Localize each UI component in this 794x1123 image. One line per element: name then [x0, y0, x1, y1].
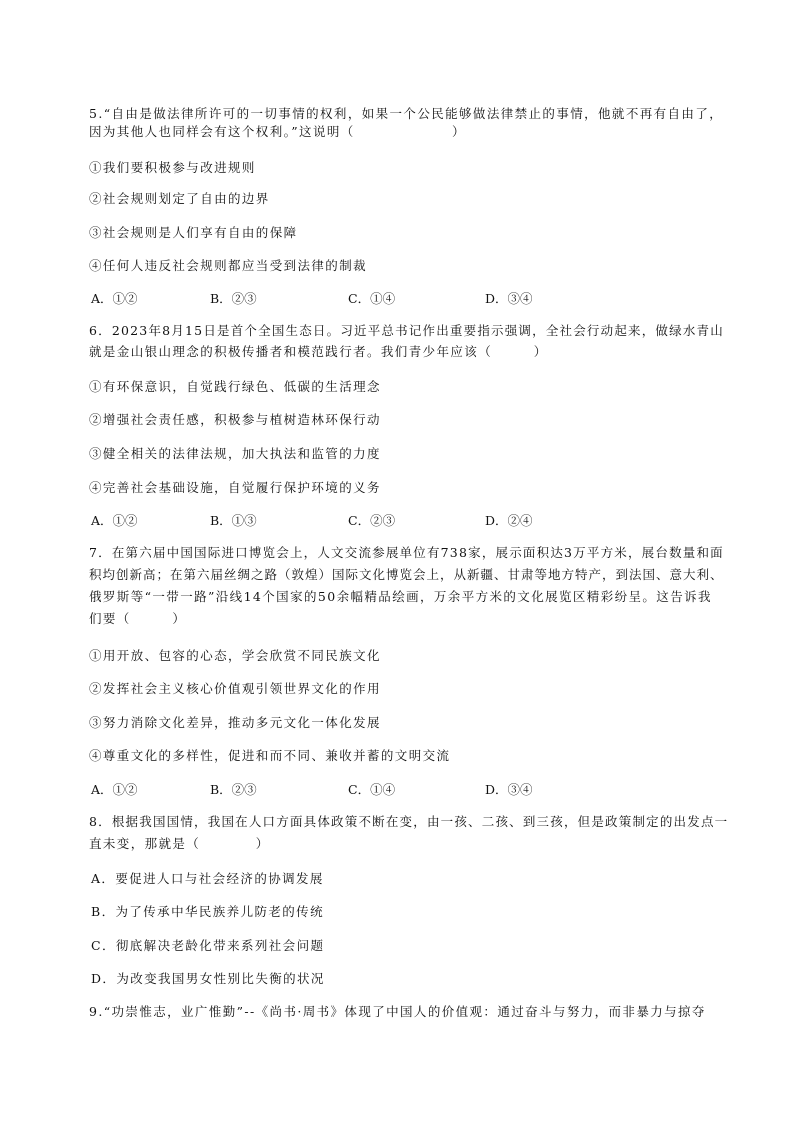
- question-5-option-c[interactable]: C．①④: [348, 291, 396, 306]
- question-5-statement-1: ①我们要积极参与改进规则: [89, 160, 256, 175]
- question-7-statement-3: ③努力消除文化差异，推动多元文化一体化发展: [89, 715, 381, 730]
- question-5-statement-2: ②社会规则划定了自由的边界: [89, 191, 270, 206]
- question-7-stem-line-2: 积均创新高；在第六届丝绸之路（敦煌）国际文化博览会上，从新疆、甘肃等地方特产，到法国、意大利、: [89, 567, 724, 582]
- question-5-option-d[interactable]: D．③④: [485, 291, 533, 306]
- question-5-option-a[interactable]: A．①②: [91, 291, 138, 306]
- question-7-option-a[interactable]: A．①②: [91, 782, 138, 797]
- question-6-statement-4: ④完善社会基础设施，自觉履行保护环境的义务: [89, 480, 381, 495]
- question-7-statement-4: ④尊重文化的多样性，促进和而不同、兼收并蓄的文明交流: [89, 748, 451, 763]
- question-6-options: [89, 513, 729, 529]
- question-5-stem-line-2: 因为其他人也同样会有这个权利。”这说明（ ）: [89, 124, 466, 139]
- question-7-option-c[interactable]: C．①④: [348, 782, 396, 797]
- question-6-option-d[interactable]: D．②④: [485, 513, 533, 528]
- question-5-stem-line-1: 5.“自由是做法律所许可的一切事情的权利，如果一个公民能够做法律禁止的事情，他就不再有自由了，: [89, 106, 724, 121]
- question-5-option-b[interactable]: B．②③: [210, 291, 257, 306]
- question-8-option-b[interactable]: B．为了传承中华民族养儿防老的传统: [91, 904, 324, 919]
- question-7-option-d[interactable]: D．③④: [485, 782, 533, 797]
- question-7-stem-line-1: 7．在第六届中国国际进口博览会上，人文交流参展单位有738家，展示面积达3万平方米，展台数量和面: [89, 545, 724, 560]
- question-6-option-c[interactable]: C．②③: [348, 513, 396, 528]
- question-7-option-b[interactable]: B．②③: [210, 782, 257, 797]
- question-9-stem-line-1: 9.“功崇惟志，业广惟勤”--《尚书·周书》体现了中国人的价值观：通过奋斗与努力，而非暴力与掠夺: [89, 1004, 706, 1019]
- question-8-stem-line-1: 8．根据我国国情，我国在人口方面具体政策不断在变，由一孩、二孩、到三孩，但是政策制定的出发点一: [89, 814, 729, 829]
- question-7-statement-2: ②发挥社会主义核心价值观引领世界文化的作用: [89, 681, 381, 696]
- question-6-option-a[interactable]: A．①②: [91, 513, 138, 528]
- question-6-stem-line-1: 6．2023年8月15日是首个全国生态日。习近平总书记作出重要指示强调，全社会行动起来，做绿水青山: [89, 323, 724, 338]
- question-6-option-b[interactable]: B．①③: [210, 513, 257, 528]
- question-6-stem-line-2: 就是金山银山理念的积极传播者和模范践行者。我们青少年应该（ ）: [89, 344, 548, 359]
- question-8-stem-line-2: 直未变，那就是（ ）: [89, 836, 270, 851]
- question-6-statement-1: ①有环保意识，自觉践行绿色、低碳的生活理念: [89, 379, 381, 394]
- question-8-option-d[interactable]: D．为改变我国男女性别比失衡的状况: [91, 971, 325, 986]
- question-5-statement-3: ③社会规则是人们享有自由的保障: [89, 225, 298, 240]
- question-5-options: [89, 291, 729, 307]
- question-8-option-c[interactable]: C．彻底解决老龄化带来系列社会问题: [91, 938, 325, 953]
- question-7-statement-1: ①用开放、包容的心态，学会欣赏不同民族文化: [89, 648, 381, 663]
- question-5-statement-4: ④任何人违反社会规则都应当受到法律的制裁: [89, 258, 368, 273]
- question-7-stem-line-3: 俄罗斯等“一带一路”沿线14个国家的50余幅精品绘画，万余平方米的文化展览区精彩纷呈。这告诉我: [89, 589, 712, 604]
- question-6-statement-2: ②增强社会责任感，积极参与植树造林环保行动: [89, 412, 381, 427]
- question-7-options: [89, 782, 729, 798]
- question-6-statement-3: ③健全相关的法律法规，加大执法和监管的力度: [89, 446, 381, 461]
- question-7-stem-line-4: 们要（ ）: [89, 611, 187, 626]
- question-8-option-a[interactable]: A．要促进人口与社会经济的协调发展: [91, 871, 324, 886]
